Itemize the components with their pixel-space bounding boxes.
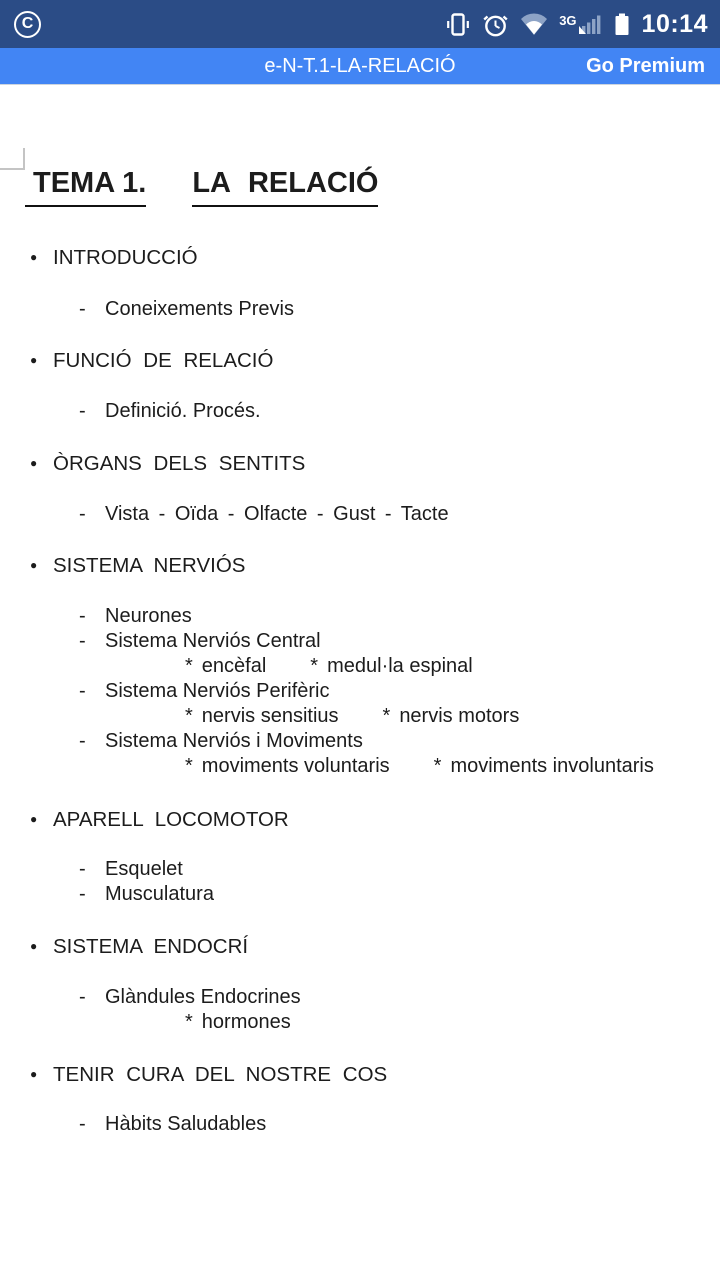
star-marker: * xyxy=(185,705,193,727)
outline-star-row xyxy=(0,654,720,679)
status-bar[interactable] xyxy=(0,0,720,48)
star-item xyxy=(185,704,339,729)
bullet-marker: ● xyxy=(30,558,38,572)
subitem-text: Sistema Nerviós i Moviments xyxy=(105,730,363,752)
outline-item xyxy=(0,451,720,476)
outline-subitem xyxy=(0,1112,720,1137)
dash-marker: - xyxy=(79,986,86,1008)
star-item xyxy=(383,704,520,729)
subitem-text: Definició. Procés. xyxy=(105,400,261,422)
outline-subitem xyxy=(0,729,720,754)
dash-marker: - xyxy=(79,298,86,320)
bullet-marker: ● xyxy=(30,353,38,367)
document-title: e-N-T.1-LA-RELACIÓ xyxy=(264,54,456,77)
bullet-marker: ● xyxy=(30,812,38,826)
star-marker: * xyxy=(185,755,193,777)
copyright-notification-icon xyxy=(14,11,41,38)
outline-subitem xyxy=(0,502,720,527)
cellular-network-group xyxy=(559,12,601,36)
outline-title: INTRODUCCIÓ xyxy=(53,246,198,269)
bullet-marker: ● xyxy=(30,939,38,953)
subitem-text: Sistema Nerviós Central xyxy=(105,630,321,652)
wifi-icon xyxy=(520,12,548,36)
outline-subitem xyxy=(0,679,720,704)
bullet-marker: ● xyxy=(30,250,38,264)
page-corner-mark xyxy=(0,148,25,170)
dash-marker: - xyxy=(79,630,86,652)
status-indicators xyxy=(445,10,708,39)
signal-bars-icon xyxy=(578,12,602,36)
dash-marker: - xyxy=(79,883,86,905)
outline-title: SISTEMA ENDOCRÍ xyxy=(53,935,249,958)
outline-title: SISTEMA NERVIÓS xyxy=(53,554,246,577)
dash-marker: - xyxy=(79,730,86,752)
copyright-glyph: C xyxy=(21,15,34,32)
star-item xyxy=(185,1010,291,1035)
bullet-marker: ● xyxy=(30,456,38,470)
star-marker: * xyxy=(185,655,193,677)
outline-title: APARELL LOCOMOTOR xyxy=(53,808,289,831)
outline-item xyxy=(0,245,720,270)
outline-item xyxy=(0,1062,720,1087)
go-premium-button[interactable]: Go Premium xyxy=(571,55,720,78)
dash-marker: - xyxy=(79,858,86,880)
outline-title: ÒRGANS DELS SENTITS xyxy=(53,452,306,475)
subitem-text: Vista - Oïda - Olfacte - Gust - Tacte xyxy=(105,503,449,525)
outline-subitem xyxy=(0,297,720,322)
network-type-label: 3G xyxy=(559,13,577,28)
star-text: nervis sensitius xyxy=(201,705,339,727)
dash-marker: - xyxy=(79,1113,86,1135)
bullet-marker: ● xyxy=(30,1067,38,1081)
star-text: moviments involuntaris xyxy=(450,755,654,777)
star-item xyxy=(185,754,390,779)
alarm-icon xyxy=(482,11,509,38)
star-item xyxy=(185,654,266,679)
subitem-text: Hàbits Saludables xyxy=(105,1113,267,1135)
outline-star-row xyxy=(0,704,720,729)
heading-part2: LA RELACIÓ xyxy=(192,163,378,207)
outline-item xyxy=(0,934,720,959)
dash-marker: - xyxy=(79,605,86,627)
star-text: medul·la espinal xyxy=(327,655,473,677)
star-item xyxy=(310,654,472,679)
outline-item xyxy=(0,348,720,373)
subitem-text: Musculatura xyxy=(105,883,214,905)
dash-marker: - xyxy=(79,400,86,422)
star-marker: * xyxy=(310,655,319,677)
dash-marker: - xyxy=(79,503,86,525)
vibrate-icon xyxy=(445,11,471,38)
subitem-text: Esquelet xyxy=(105,858,183,880)
outline-subitem xyxy=(0,604,720,629)
star-text: moviments voluntaris xyxy=(201,755,390,777)
notification-area xyxy=(14,11,41,38)
document-page[interactable] xyxy=(0,85,720,1279)
page-heading xyxy=(25,163,720,207)
subitem-text: Coneixements Previs xyxy=(105,298,294,320)
subitem-text: Sistema Nerviós Perifèric xyxy=(105,680,330,702)
heading-part1: TEMA 1. xyxy=(25,163,146,207)
star-text: encèfal xyxy=(201,655,267,677)
app-bar xyxy=(0,48,720,85)
outline-title: FUNCIÓ DE RELACIÓ xyxy=(53,349,274,372)
star-text: nervis motors xyxy=(399,705,520,727)
outline-subitem xyxy=(0,985,720,1010)
star-marker: * xyxy=(433,755,442,777)
outline-subitem xyxy=(0,882,720,907)
clock-time: 10:14 xyxy=(641,9,708,38)
outline-subitem xyxy=(0,629,720,654)
dash-marker: - xyxy=(79,680,86,702)
outline-star-row xyxy=(0,754,720,779)
star-marker: * xyxy=(382,705,391,727)
star-item xyxy=(434,754,654,779)
outline-star-row xyxy=(0,1010,720,1035)
battery-icon xyxy=(613,11,631,38)
star-text: hormones xyxy=(201,1011,291,1033)
outline-subitem xyxy=(0,399,720,424)
outline-item xyxy=(0,807,720,832)
outline-item xyxy=(0,553,720,578)
star-marker: * xyxy=(185,1011,193,1033)
outline-title: TENIR CURA DEL NOSTRE COS xyxy=(53,1063,388,1086)
outline-subitem xyxy=(0,857,720,882)
subitem-text: Neurones xyxy=(105,605,192,627)
subitem-text: Glàndules Endocrines xyxy=(105,986,301,1008)
